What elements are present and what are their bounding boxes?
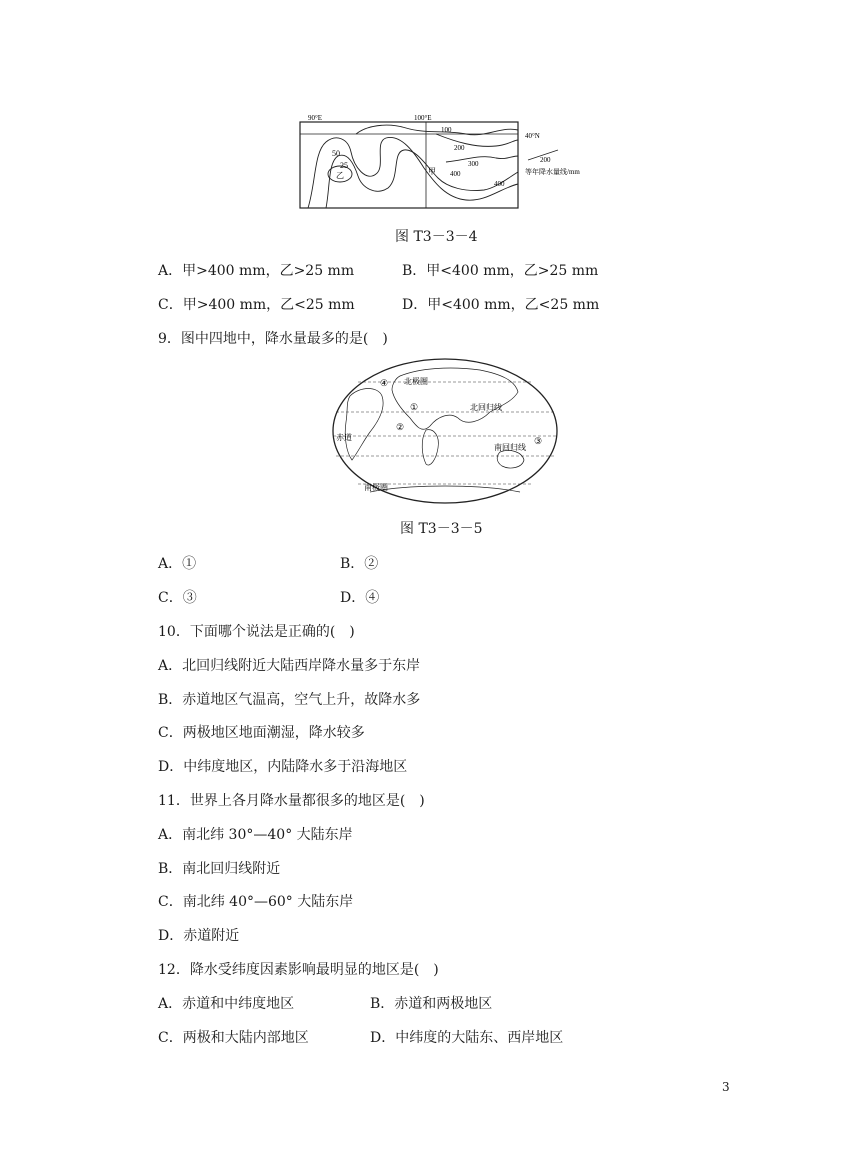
contour-label: 100 — [441, 126, 452, 134]
option-d: D．中纬度地区，内陆降水多于沿海地区 — [158, 759, 408, 775]
legend-text: 等年降水量线/mm — [525, 168, 580, 176]
question-9: 9．图中四地中，降水量最多的是( ) — [158, 331, 388, 347]
contour-label: 300 — [468, 160, 479, 168]
option-d: D．甲<400 mm，乙<25 mm — [402, 297, 600, 313]
option-d: D．④ — [340, 590, 380, 606]
option-a: A．甲>400 mm，乙>25 mm — [158, 263, 355, 279]
option-a: A．北回归线附近大陆西岸降水量多于东岸 — [158, 658, 421, 674]
question-12: 12．降水受纬度因素影响最明显的地区是( ) — [158, 962, 439, 978]
label-tropic-capricorn: 南回归线 — [494, 443, 526, 452]
point-1: ① — [410, 402, 419, 412]
option-c: C．南北纬 40°—60° 大陆东岸 — [158, 894, 354, 910]
option-d: D．中纬度的大陆东、西岸地区 — [370, 1030, 564, 1046]
point-2: ② — [396, 422, 405, 432]
option-b: B．南北回归线附近 — [158, 861, 281, 877]
page-number: 3 — [722, 1080, 730, 1094]
point-4: ④ — [380, 378, 389, 388]
label-antarctic-circle: 南极圈 — [364, 483, 388, 492]
option-b: B．赤道地区气温高，空气上升，故降水多 — [158, 692, 421, 708]
label-90e: 90°E — [308, 114, 323, 122]
option-b: B．② — [340, 556, 379, 572]
figure-caption: 图 T3－3－4 — [395, 229, 478, 245]
option-b: B．甲<400 mm，乙>25 mm — [402, 263, 599, 279]
contour-label: 50 — [332, 149, 340, 158]
world-map — [330, 356, 560, 506]
label-equator: 赤道 — [336, 433, 352, 442]
legend-value: 200 — [540, 156, 551, 164]
figure-caption: 图 T3－3－5 — [400, 521, 483, 537]
question-11: 11．世界上各月降水量都很多的地区是( ) — [158, 793, 425, 809]
contour-label: 400 — [494, 180, 505, 188]
world-map-figure — [330, 356, 560, 506]
option-c: C．两极地区地面潮湿，降水较多 — [158, 725, 365, 741]
contour-label: 200 — [454, 144, 465, 152]
point-3: ③ — [534, 436, 543, 446]
question-10: 10．下面哪个说法是正确的( ) — [158, 624, 355, 640]
place-jia: 甲 — [428, 167, 436, 176]
label-tropic-cancer: 北回归线 — [470, 403, 502, 412]
isohyet-map — [296, 112, 596, 212]
isohyet-map-figure — [296, 112, 596, 212]
place-yi: 乙 — [336, 171, 344, 180]
contour-label: 25 — [340, 161, 348, 170]
label-40n: 40°N — [525, 132, 540, 140]
option-c: C．甲>400 mm，乙<25 mm — [158, 297, 355, 313]
contour-label: 400 — [450, 170, 461, 178]
option-d: D．赤道附近 — [158, 928, 240, 944]
label-100e: 100°E — [414, 114, 432, 122]
option-a: A．① — [158, 556, 197, 572]
label-arctic-circle: 北极圈 — [404, 377, 428, 386]
option-b: B．赤道和两极地区 — [370, 996, 493, 1012]
option-c: C．③ — [158, 590, 197, 606]
option-a: A．赤道和中纬度地区 — [158, 996, 295, 1012]
option-c: C．两极和大陆内部地区 — [158, 1030, 309, 1046]
option-a: A．南北纬 30°—40° 大陆东岸 — [158, 827, 353, 843]
